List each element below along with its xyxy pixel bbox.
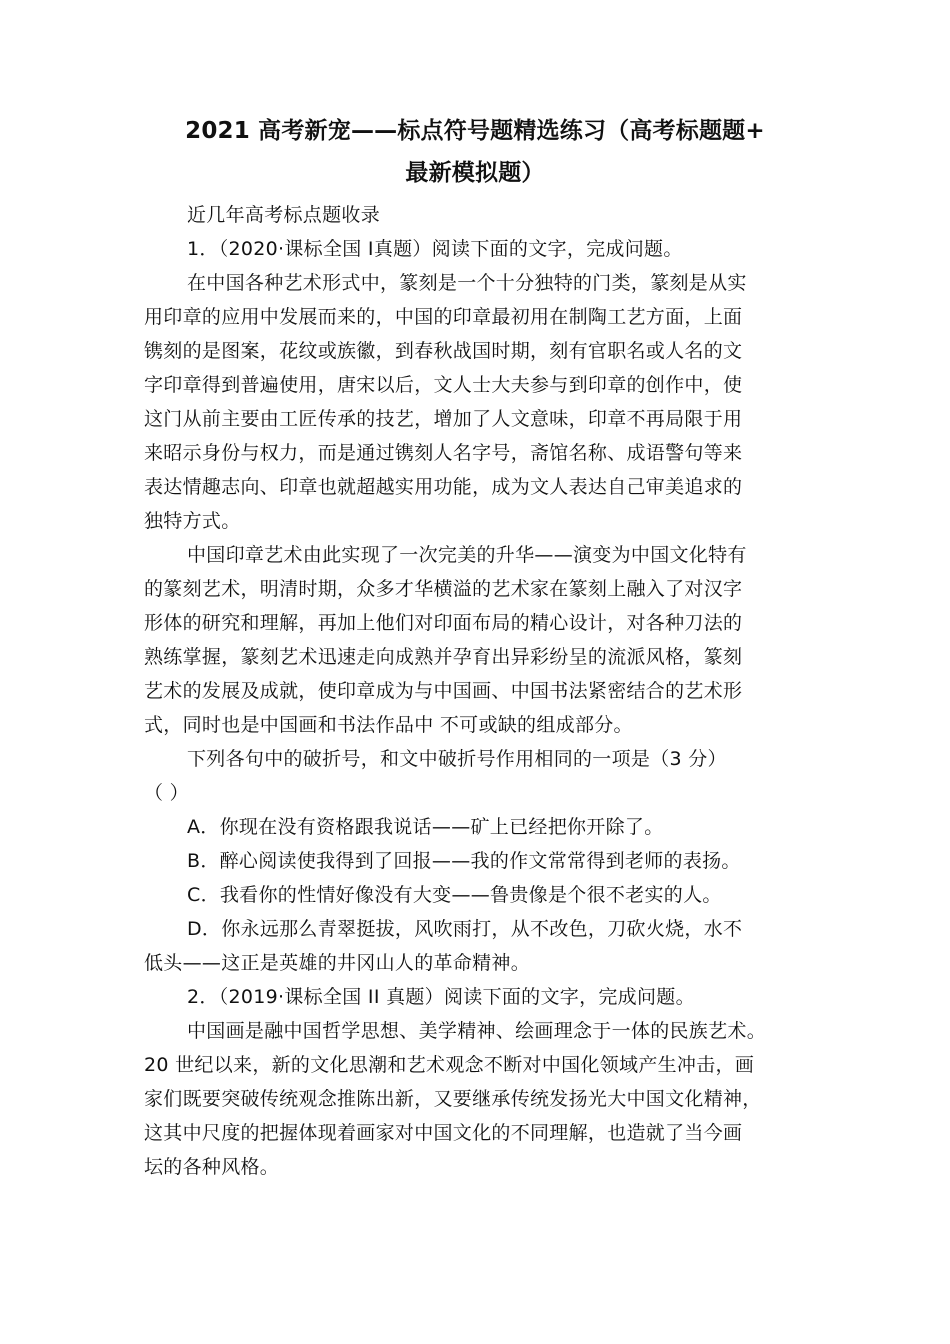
q1-paragraph-1-line: 字印章得到普遍使用，唐宋以后，文人士大夫参与到印章的创作中，使 bbox=[144, 374, 743, 396]
q2-paragraph-1-line: 20 世纪以来，新的文化思潮和艺术观念不断对中国化领域产生冲击，画 bbox=[144, 1054, 755, 1076]
q2-paragraph-1-line: 中国画是融中国哲学思想、美学精神、绘画理念于一体的民族艺术。 bbox=[187, 1020, 767, 1042]
document-title-line-2: 最新模拟题） bbox=[405, 160, 545, 186]
q2-paragraph-1-line: 这其中尺度的把握体现着画家对中国文化的不同理解，也造就了当今画 bbox=[144, 1122, 743, 1144]
q2-paragraph-1-line: 坛的各种风格。 bbox=[144, 1156, 280, 1178]
document-title-line-1: 2021 高考新宠——标点符号题精选练习（高考标题题+ bbox=[185, 118, 765, 144]
question-1-header: 1．（2020·课标全国 Ⅰ真题）阅读下面的文字，完成问题。 bbox=[187, 238, 683, 260]
q1-paragraph-2-line: 式，同时也是中国画和书法作品中 不可或缺的组成部分。 bbox=[144, 714, 633, 736]
q1-paragraph-1-line: 独特方式。 bbox=[144, 510, 241, 532]
q1-option-d: D．你永远那么青翠挺拔，风吹雨打，从不改色，刀砍火烧，水不 bbox=[187, 918, 743, 940]
q1-paragraph-2-line: 的篆刻艺术，明清时期，众多才华横溢的艺术家在篆刻上融入了对汉字 bbox=[144, 578, 743, 600]
q1-paragraph-2-line: 中国印章艺术由此实现了一次完美的升华——演变为中国文化特有 bbox=[187, 544, 747, 566]
section-heading: 近几年高考标点题收录 bbox=[187, 204, 381, 226]
question-2-header: 2．（2019·课标全国 II 真题）阅读下面的文字，完成问题。 bbox=[187, 986, 695, 1008]
q1-paragraph-1-line: 用印章的应用中发展而来的，中国的印章最初用在制陶工艺方面，上面 bbox=[144, 306, 743, 328]
q1-paragraph-2-line: 艺术的发展及成就，使印章成为与中国画、中国书法紧密结合的艺术形 bbox=[144, 680, 743, 702]
q1-paragraph-1-line: 表达情趣志向、印章也就超越实用功能，成为文人表达自己审美追求的 bbox=[144, 476, 743, 498]
q1-paragraph-2-line: 形体的研究和理解，再加上他们对印面布局的精心设计，对各种刀法的 bbox=[144, 612, 743, 634]
q1-option-a: A．你现在没有资格跟我说话——矿上已经把你开除了。 bbox=[187, 816, 664, 838]
q1-paragraph-1-line: 这门从前主要由工匠传承的技艺，增加了人文意味，印章不再局限于用 bbox=[144, 408, 743, 430]
q1-answer-blank: （ ） bbox=[144, 782, 189, 804]
q1-option-c: C．我看你的性情好像没有大变——鲁贵像是个很不老实的人。 bbox=[187, 884, 722, 906]
q2-paragraph-1-line: 家们既要突破传统观念推陈出新，又要继承传统发扬光大中国文化精神， bbox=[144, 1088, 762, 1110]
q1-paragraph-1-line: 镌刻的是图案，花纹或族徽，到春秋战国时期，刻有官职名或人名的文 bbox=[144, 340, 743, 362]
q1-option-b: B．醉心阅读使我得到了回报——我的作文常常得到老师的表扬。 bbox=[187, 850, 741, 872]
q1-paragraph-2-line: 熟练掌握，篆刻艺术迅速走向成熟并孕育出异彩纷呈的流派风格，篆刻 bbox=[144, 646, 743, 668]
q1-option-d-continued: 低头——这正是英雄的井冈山人的革命精神。 bbox=[144, 952, 531, 974]
q1-paragraph-1-line: 在中国各种艺术形式中，篆刻是一个十分独特的门类，篆刻是从实 bbox=[187, 272, 747, 294]
q1-paragraph-1-line: 来昭示身份与权力，而是通过镌刻人名字号，斋馆名称、成语警句等来 bbox=[144, 442, 743, 464]
q1-question-stem: 下列各句中的破折号，和文中破折号作用相同的一项是（3 分） bbox=[187, 748, 727, 770]
